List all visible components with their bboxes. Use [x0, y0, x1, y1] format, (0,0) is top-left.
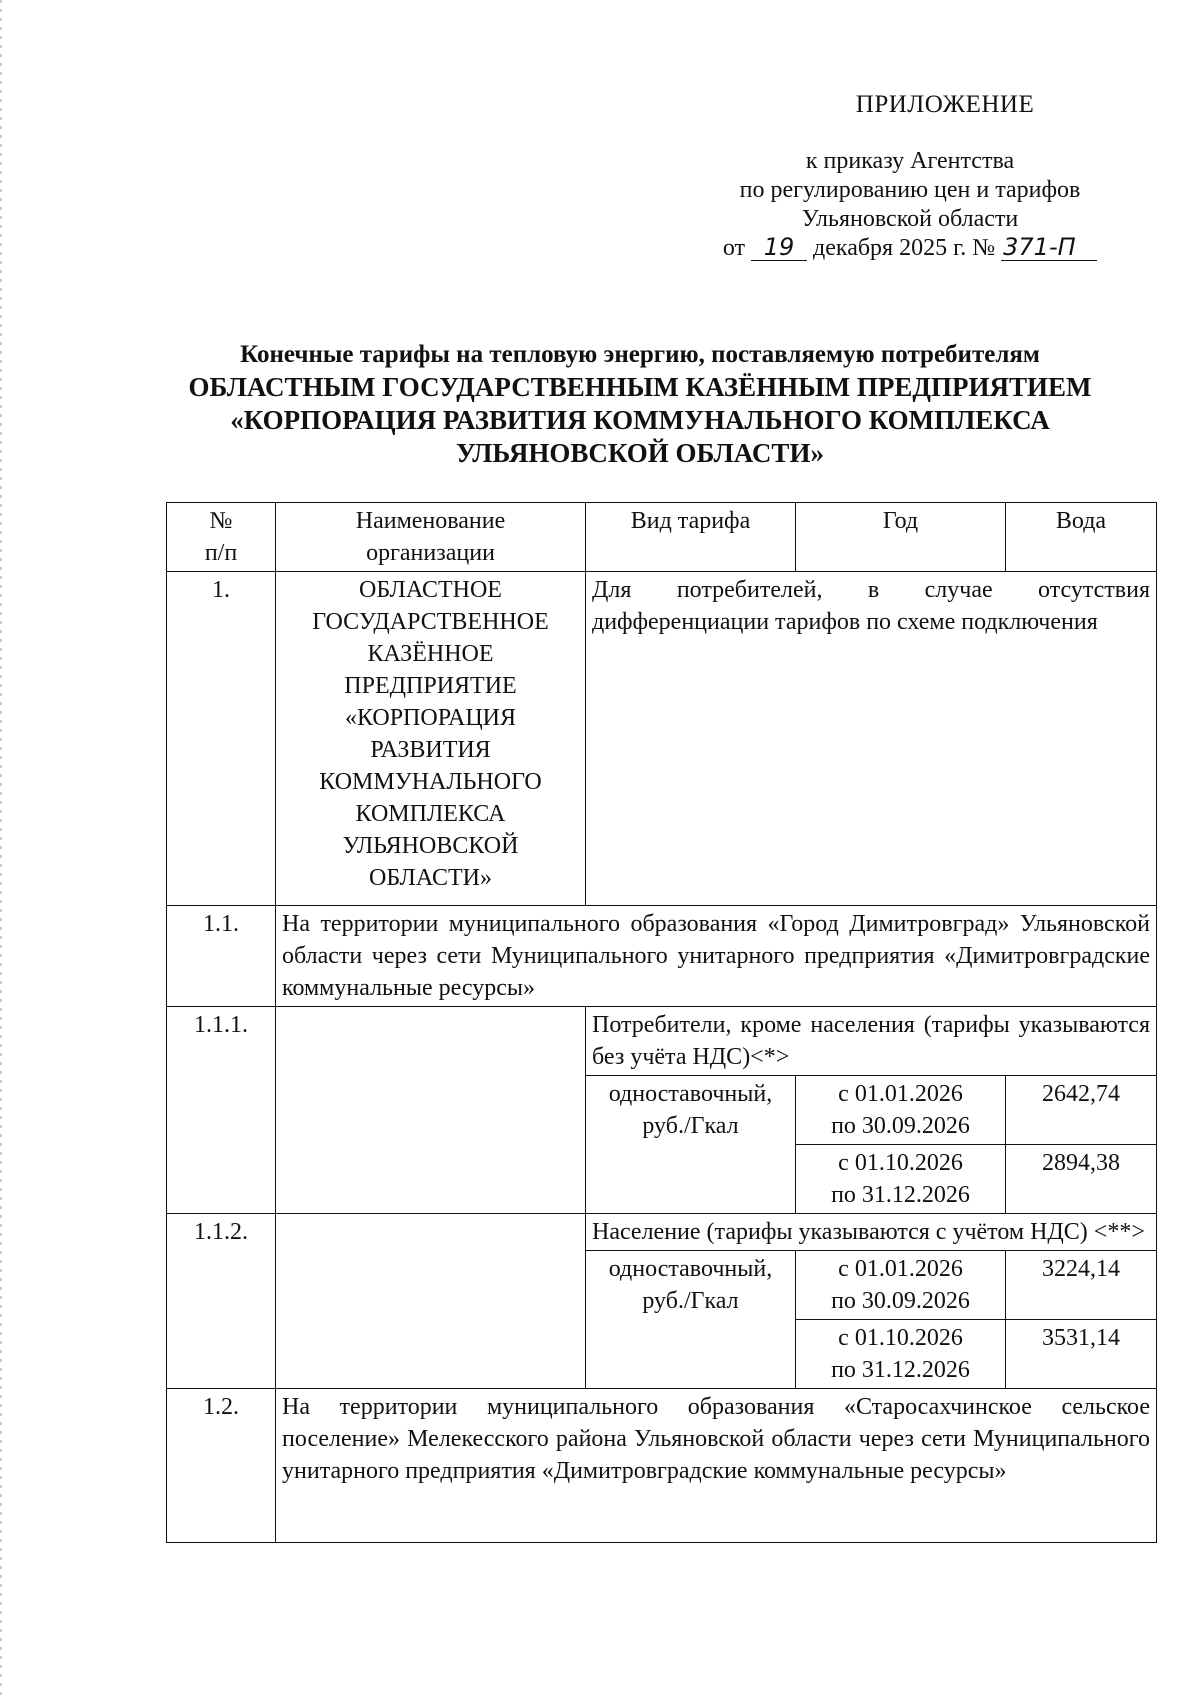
table-row — [167, 572, 1157, 906]
consumer-group-cell: Население (тарифы указываются с учётом НДС) <**> — [586, 1214, 1157, 1251]
appendix-header — [660, 90, 1160, 263]
tariff-value: 2894,38 — [1006, 1145, 1157, 1214]
header-num — [167, 503, 276, 572]
tariff-type-line-1: одноставочный, — [608, 1081, 773, 1107]
header-org — [276, 503, 586, 572]
period-to: по 31.12.2026 — [831, 1182, 970, 1208]
org-line: ПРЕДПРИЯТИЕ — [344, 673, 517, 699]
org-line: ГОСУДАРСТВЕННОЕ — [312, 609, 549, 635]
row-num: 1.2. — [167, 1389, 276, 1543]
tariff-type-line-2: руб./Гкал — [642, 1288, 739, 1314]
consumer-group-cell: Потребители, кроме населения (тарифы указываются без учёта НДС)<*> — [586, 1007, 1157, 1076]
org-line: КАЗЁННОЕ — [367, 641, 494, 667]
document-title — [140, 338, 1140, 470]
header-tariff-type: Вид тарифа — [586, 503, 796, 572]
header-water: Вода — [1006, 503, 1157, 572]
header-org-line-1: Наименование — [355, 508, 506, 534]
row-num: 1.1.1. — [167, 1007, 276, 1214]
header-org-line-2: организации — [366, 540, 495, 566]
period-to: по 30.09.2026 — [831, 1288, 970, 1314]
table-row — [167, 1389, 1157, 1543]
org-line: УЛЬЯНОВСКОЙ — [342, 833, 519, 859]
org-line: КОМПЛЕКСА — [355, 801, 506, 827]
date-rest: декабря 2025 г. № — [813, 235, 996, 261]
tariff-value: 3531,14 — [1006, 1320, 1157, 1389]
territory-cell: На территории муниципального образования «Старосахчинское сельское поселение» Мелекесского района Ульяновской области через сети Муниципального унитарного предприятия «Димитровградские коммунальные ресурсы» — [276, 1389, 1157, 1543]
tariff-value: 2642,74 — [1006, 1076, 1157, 1145]
org-line: КОММУНАЛЬНОГО — [319, 769, 542, 795]
row-num: 1. — [167, 572, 276, 906]
empty-org-cell — [276, 1007, 586, 1214]
table-header-row — [167, 503, 1157, 572]
scan-edge-marks — [0, 0, 2, 1699]
header-date-line — [660, 234, 1160, 263]
period-cell — [796, 1076, 1006, 1145]
period-to: по 30.09.2026 — [831, 1113, 970, 1139]
title-line-2: ОБЛАСТНЫМ ГОСУДАРСТВЕННЫМ КАЗЁННЫМ ПРЕДПРИЯТИЕМ — [188, 372, 1092, 402]
header-year: Год — [796, 503, 1006, 572]
empty-org-cell — [276, 1214, 586, 1389]
table-row — [167, 1214, 1157, 1251]
tariff-type-line-2: руб./Гкал — [642, 1113, 739, 1139]
period-cell — [796, 1145, 1006, 1214]
table-row — [167, 1007, 1157, 1076]
tariff-type-line-1: одноставочный, — [608, 1256, 773, 1282]
row-num: 1.1. — [167, 906, 276, 1007]
period-from: с 01.01.2026 — [838, 1081, 963, 1107]
handwritten-day: 19 — [751, 234, 807, 261]
date-prefix: от — [722, 235, 746, 261]
consumer-note-cell: Для потребителей, в случае отсутствия дифференциации тарифов по схеме подключения — [586, 572, 1157, 906]
period-from: с 01.10.2026 — [838, 1325, 963, 1351]
handwritten-order-number: 371-П — [1001, 234, 1097, 261]
row-num: 1.1.2. — [167, 1214, 276, 1389]
org-line: «КОРПОРАЦИЯ — [344, 705, 517, 731]
header-line-3: Ульяновской области — [801, 206, 1019, 232]
tariff-table — [166, 502, 1157, 1543]
tariff-type-cell — [586, 1251, 796, 1389]
period-to: по 31.12.2026 — [831, 1357, 970, 1383]
header-num-line-2: п/п — [204, 540, 238, 566]
title-line-4: УЛЬЯНОВСКОЙ ОБЛАСТИ» — [456, 438, 824, 468]
org-line: ОБЛАСТИ» — [369, 865, 492, 891]
period-cell — [796, 1251, 1006, 1320]
period-cell — [796, 1320, 1006, 1389]
period-from: с 01.01.2026 — [838, 1256, 963, 1282]
appendix-label: ПРИЛОЖЕНИЕ — [855, 91, 1035, 118]
tariff-type-cell — [586, 1076, 796, 1214]
org-line: ОБЛАСТНОЕ — [359, 577, 502, 603]
title-line-1: Конечные тарифы на тепловую энергию, поставляемую потребителям — [240, 341, 1040, 368]
table-row — [167, 906, 1157, 1007]
title-line-3: «КОРПОРАЦИЯ РАЗВИТИЯ КОММУНАЛЬНОГО КОМПЛЕКСА — [230, 405, 1050, 435]
period-from: с 01.10.2026 — [838, 1150, 963, 1176]
header-num-line-1: № — [209, 508, 233, 534]
tariff-value: 3224,14 — [1006, 1251, 1157, 1320]
org-name-cell — [276, 572, 586, 906]
territory-cell: На территории муниципального образования «Город Димитровград» Ульяновской области через сети Муниципального унитарного предприятия «Димитровградские коммунальные ресурсы» — [276, 906, 1157, 1007]
header-line-2: по регулированию цен и тарифов — [739, 177, 1081, 203]
org-line: РАЗВИТИЯ — [370, 737, 491, 763]
header-line-1: к приказу Агентства — [805, 148, 1015, 174]
